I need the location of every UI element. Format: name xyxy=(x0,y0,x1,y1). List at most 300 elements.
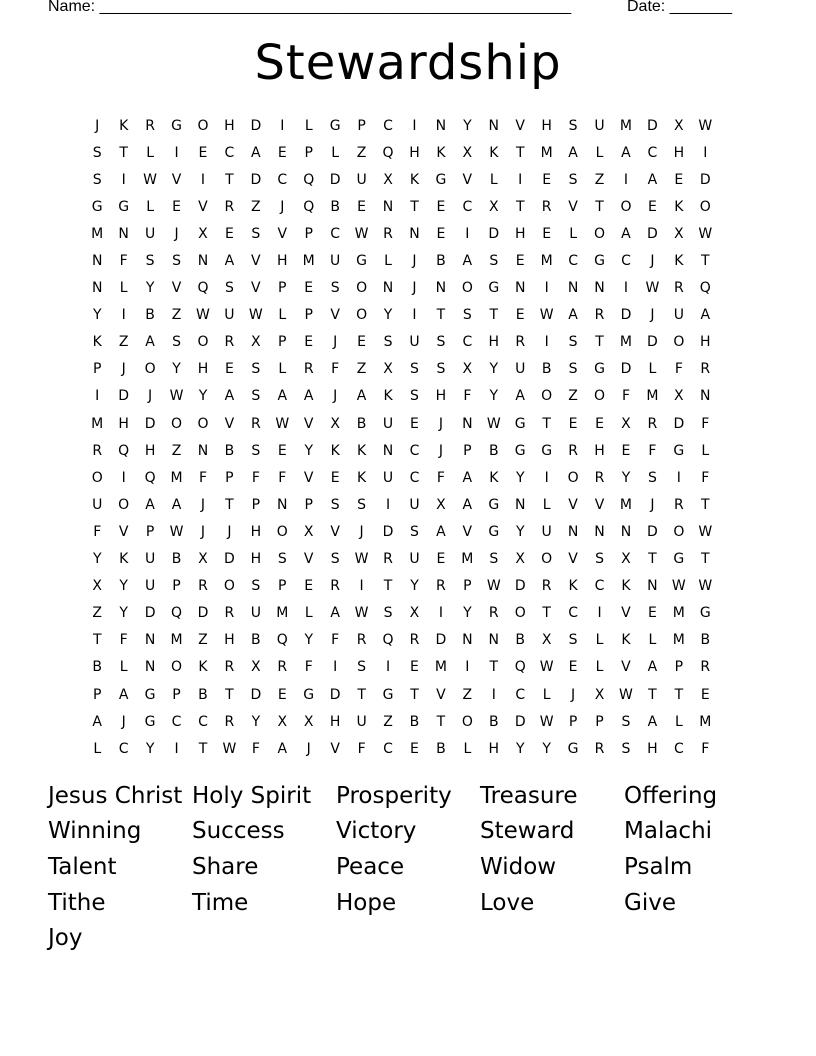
grid-letter: E xyxy=(357,198,367,215)
word-list-item: Success xyxy=(192,818,285,845)
grid-letter: O xyxy=(91,469,103,486)
grid-letter: S xyxy=(251,442,261,459)
grid-letter: Y xyxy=(463,117,472,134)
grid-letter: Z xyxy=(383,713,393,730)
grid-letter: P xyxy=(304,144,313,161)
grid-letter: O xyxy=(461,713,473,730)
grid-letter: F xyxy=(304,659,313,676)
grid-letter: B xyxy=(356,415,367,432)
grid-letter: X xyxy=(541,632,552,649)
grid-letter: H xyxy=(144,442,156,459)
grid-letter: W xyxy=(169,523,184,540)
grid-letter: M xyxy=(619,117,633,134)
grid-letter: Y xyxy=(410,578,419,595)
grid-letter: N xyxy=(462,632,473,649)
grid-letter: E xyxy=(198,144,208,161)
grid-letter: X xyxy=(383,171,393,188)
grid-letter: B xyxy=(198,686,208,703)
word-list-item: Hope xyxy=(336,889,397,916)
word-list-item: Share xyxy=(192,853,259,880)
grid-letter: Z xyxy=(462,686,473,703)
grid-letter: E xyxy=(224,361,234,378)
grid-letter: N xyxy=(197,442,209,459)
grid-letter: B xyxy=(145,307,155,324)
grid-letter: P xyxy=(304,225,313,242)
grid-letter: N xyxy=(488,632,500,649)
grid-letter: W xyxy=(698,523,713,540)
grid-letter: D xyxy=(329,686,341,703)
grid-letter: H xyxy=(409,144,420,161)
grid-letter: I xyxy=(465,659,470,676)
grid-letter: U xyxy=(541,523,552,540)
grid-letter: L xyxy=(93,740,102,757)
grid-letter: X xyxy=(436,496,446,513)
grid-letter: O xyxy=(541,388,553,405)
grid-letter: M xyxy=(91,415,104,432)
grid-letter: Y xyxy=(515,523,525,540)
grid-letter: U xyxy=(409,334,420,351)
grid-letter: A xyxy=(356,388,367,405)
grid-letter: U xyxy=(92,496,103,513)
grid-letter: L xyxy=(278,307,287,324)
grid-letter: I xyxy=(359,578,364,595)
grid-letter: P xyxy=(304,496,313,513)
grid-letter: S xyxy=(224,280,234,297)
grid-letter: S xyxy=(357,659,367,676)
grid-letter: Y xyxy=(251,713,261,730)
grid-letter: D xyxy=(329,171,341,188)
grid-letter: V xyxy=(621,605,631,622)
grid-letter: F xyxy=(93,523,102,540)
grid-letter: F xyxy=(251,740,260,757)
grid-letter: T xyxy=(92,632,102,649)
grid-letter: O xyxy=(276,523,288,540)
grid-letter: I xyxy=(544,334,549,351)
grid-letter: W xyxy=(539,713,554,730)
grid-letter: M xyxy=(461,551,474,568)
grid-letter: L xyxy=(595,632,604,649)
grid-letter: E xyxy=(542,171,552,188)
grid-letter: H xyxy=(329,713,341,730)
grid-letter: P xyxy=(568,713,578,730)
grid-letter: P xyxy=(225,469,234,486)
grid-letter: L xyxy=(701,442,710,459)
grid-letter: H xyxy=(118,415,129,432)
grid-letter: D xyxy=(197,605,209,622)
grid-letter: M xyxy=(672,605,685,622)
grid-letter: C xyxy=(673,740,684,757)
grid-letter: O xyxy=(514,605,526,622)
grid-letter: G xyxy=(541,442,553,459)
grid-letter: S xyxy=(410,523,419,540)
grid-letter: O xyxy=(356,280,368,297)
grid-letter: J xyxy=(650,307,655,324)
grid-letter: M xyxy=(170,632,183,649)
grid-letter: I xyxy=(465,225,470,242)
name-field-label: Name: _____________________________________________________ xyxy=(48,0,572,15)
grid-letter: R xyxy=(488,605,499,622)
grid-letter: O xyxy=(223,578,235,595)
grid-letter: N xyxy=(594,523,605,540)
grid-letter: S xyxy=(172,334,181,351)
grid-letter: O xyxy=(171,415,183,432)
grid-letter: V xyxy=(568,198,578,215)
grid-letter: W xyxy=(354,225,369,242)
grid-letter: J xyxy=(571,686,576,703)
grid-letter: J xyxy=(148,388,153,405)
grid-letter: F xyxy=(251,469,260,486)
grid-letter: G xyxy=(567,740,579,757)
grid-letter: M xyxy=(619,334,633,351)
grid-letter: I xyxy=(385,659,391,676)
grid-letter: T xyxy=(119,144,128,161)
grid-letter: S xyxy=(647,469,657,486)
grid-letter: Z xyxy=(92,605,103,622)
grid-letter: B xyxy=(251,632,261,649)
grid-letter: W xyxy=(698,578,713,595)
grid-letter: M xyxy=(672,632,685,649)
grid-letter: V xyxy=(330,307,340,324)
grid-letter: X xyxy=(303,523,314,540)
grid-letter: F xyxy=(674,361,683,378)
grid-letter: N xyxy=(91,280,103,297)
grid-letter: U xyxy=(144,225,156,242)
grid-letter: S xyxy=(251,225,261,242)
grid-letter: T xyxy=(595,198,604,215)
grid-letter: F xyxy=(436,469,445,486)
grid-letter: X xyxy=(409,605,420,622)
grid-letter: H xyxy=(197,361,209,378)
grid-letter: G xyxy=(329,117,341,134)
word-list xyxy=(48,778,768,956)
grid-letter: D xyxy=(514,713,526,730)
grid-letter: K xyxy=(674,198,684,215)
grid-letter: A xyxy=(118,686,129,703)
grid-letter: Y xyxy=(198,388,208,405)
word-list-item: Treasure xyxy=(480,782,578,809)
grid-letter: R xyxy=(673,280,684,297)
letter-grid xyxy=(84,112,719,762)
grid-letter: S xyxy=(330,496,340,513)
grid-letter: Y xyxy=(515,740,525,757)
grid-letter: D xyxy=(250,117,262,134)
grid-letter: S xyxy=(436,361,446,378)
grid-letter: V xyxy=(303,551,314,568)
grid-letter: Z xyxy=(356,144,367,161)
grid-letter: N xyxy=(514,280,526,297)
grid-letter: Y xyxy=(489,361,499,378)
grid-letter: E xyxy=(410,415,419,432)
grid-letter: O xyxy=(567,469,579,486)
grid-letter: S xyxy=(568,171,578,188)
word-list-item: Love xyxy=(480,889,535,916)
grid-letter: I xyxy=(95,388,100,405)
grid-letter: H xyxy=(673,144,685,161)
grid-letter: K xyxy=(119,551,129,568)
grid-letter: Z xyxy=(356,361,367,378)
grid-letter: U xyxy=(409,551,420,568)
grid-letter: O xyxy=(673,523,685,540)
word-list-item: Victory xyxy=(336,818,417,845)
grid-letter: T xyxy=(489,659,499,676)
grid-letter: O xyxy=(594,388,606,405)
grid-letter: N xyxy=(594,280,605,297)
grid-letter: I xyxy=(121,469,126,486)
grid-letter: U xyxy=(673,307,684,324)
grid-letter: S xyxy=(621,713,631,730)
grid-letter: I xyxy=(200,171,206,188)
grid-letter: O xyxy=(144,361,156,378)
grid-letter: D xyxy=(118,388,130,405)
grid-letter: S xyxy=(595,551,604,568)
grid-letter: L xyxy=(463,740,472,757)
grid-letter: U xyxy=(330,253,341,270)
grid-letter: V xyxy=(303,415,314,432)
grid-letter: P xyxy=(92,361,102,378)
grid-letter: D xyxy=(647,523,658,540)
grid-letter: Y xyxy=(304,442,313,459)
grid-letter: N xyxy=(462,415,473,432)
grid-letter: P xyxy=(674,659,684,676)
grid-letter: P xyxy=(172,686,181,703)
grid-letter: V xyxy=(462,171,473,188)
grid-letter: D xyxy=(647,117,658,134)
grid-letter: A xyxy=(621,225,631,242)
grid-letter: C xyxy=(383,117,393,134)
grid-letter: T xyxy=(701,496,710,513)
grid-letter: W xyxy=(619,686,633,703)
grid-letter: X xyxy=(198,225,208,242)
grid-letter: T xyxy=(383,578,393,595)
grid-letter: U xyxy=(144,578,156,595)
grid-letter: L xyxy=(542,686,551,703)
grid-letter: X xyxy=(251,659,261,676)
grid-letter: P xyxy=(145,523,155,540)
grid-letter: D xyxy=(647,334,658,351)
grid-letter: J xyxy=(227,523,232,540)
grid-letter: U xyxy=(382,415,394,432)
grid-letter: I xyxy=(676,469,681,486)
grid-letter: N xyxy=(435,117,447,134)
grid-letter: Z xyxy=(171,442,182,459)
grid-letter: Q xyxy=(171,605,183,622)
grid-letter: J xyxy=(333,334,338,351)
grid-letter: N xyxy=(91,253,103,270)
grid-letter: Z xyxy=(171,307,182,324)
grid-letter: D xyxy=(620,361,632,378)
grid-letter: N xyxy=(382,442,394,459)
grid-letter: O xyxy=(673,334,685,351)
grid-letter: G xyxy=(144,713,156,730)
grid-letter: B xyxy=(515,632,526,649)
grid-letter: X xyxy=(251,334,261,351)
grid-letter: S xyxy=(568,361,578,378)
grid-letter: A xyxy=(251,144,261,161)
grid-letter: B xyxy=(700,632,711,649)
grid-letter: D xyxy=(144,605,156,622)
grid-letter: C xyxy=(383,740,393,757)
grid-letter: U xyxy=(594,117,605,134)
grid-letter: A xyxy=(330,605,340,622)
grid-letter: I xyxy=(333,659,338,676)
grid-letter: L xyxy=(648,361,657,378)
grid-letter: B xyxy=(541,361,552,378)
grid-letter: B xyxy=(224,442,235,459)
grid-letter: O xyxy=(541,551,553,568)
grid-letter: F xyxy=(701,740,710,757)
grid-letter: N xyxy=(435,280,447,297)
grid-letter: G xyxy=(356,253,368,270)
grid-letter: J xyxy=(306,740,311,757)
grid-letter: S xyxy=(436,334,446,351)
grid-letter: N xyxy=(514,496,526,513)
word-list-item: Joy xyxy=(48,925,83,952)
grid-letter: H xyxy=(488,740,500,757)
grid-letter: K xyxy=(198,659,208,676)
grid-letter: A xyxy=(621,144,631,161)
grid-letter: E xyxy=(436,225,446,242)
grid-letter: K xyxy=(674,253,684,270)
grid-letter: E xyxy=(436,198,446,215)
grid-letter: E xyxy=(436,551,446,568)
grid-letter: C xyxy=(118,740,129,757)
grid-letter: I xyxy=(412,117,417,134)
grid-letter: B xyxy=(436,740,446,757)
grid-letter: E xyxy=(515,307,525,324)
grid-letter: K xyxy=(357,469,367,486)
grid-letter: R xyxy=(92,442,103,459)
grid-letter: S xyxy=(357,496,367,513)
grid-letter: K xyxy=(92,334,102,351)
word-list-item: Time xyxy=(192,889,249,916)
grid-letter: I xyxy=(438,605,443,622)
grid-letter: L xyxy=(278,361,287,378)
grid-letter: B xyxy=(330,198,340,215)
grid-letter: T xyxy=(595,334,604,351)
grid-letter: Z xyxy=(198,632,208,649)
grid-letter: P xyxy=(595,713,604,730)
grid-letter: G xyxy=(673,551,685,568)
grid-letter: N xyxy=(382,280,394,297)
grid-letter: B xyxy=(488,713,499,730)
grid-letter: E xyxy=(542,225,552,242)
grid-letter: R xyxy=(224,659,235,676)
word-list-item: Give xyxy=(624,889,676,916)
grid-letter: R xyxy=(700,361,711,378)
grid-letter: C xyxy=(515,686,526,703)
grid-letter: X xyxy=(277,713,288,730)
grid-letter: M xyxy=(170,469,183,486)
grid-letter: S xyxy=(568,632,578,649)
grid-letter: H xyxy=(435,388,447,405)
grid-letter: S xyxy=(145,253,155,270)
grid-letter: T xyxy=(410,198,419,215)
grid-letter: T xyxy=(701,551,710,568)
grid-letter: R xyxy=(515,334,526,351)
word-list-item: Holy Spirit xyxy=(192,782,312,809)
grid-letter: L xyxy=(384,253,392,270)
grid-letter: F xyxy=(119,253,128,270)
grid-letter: U xyxy=(515,361,526,378)
grid-letter: K xyxy=(383,388,393,405)
grid-letter: H xyxy=(700,334,711,351)
grid-letter: X xyxy=(303,713,314,730)
grid-letter: H xyxy=(488,334,500,351)
grid-letter: B xyxy=(92,659,103,676)
grid-letter: A xyxy=(462,253,473,270)
grid-letter: C xyxy=(277,171,288,188)
grid-letter: T xyxy=(225,686,234,703)
grid-letter: H xyxy=(250,551,262,568)
grid-letter: S xyxy=(330,551,340,568)
grid-letter: S xyxy=(92,144,102,161)
grid-letter: I xyxy=(121,307,126,324)
grid-letter: M xyxy=(646,388,659,405)
grid-letter: N xyxy=(118,225,129,242)
grid-letter: E xyxy=(647,198,657,215)
grid-letter: N xyxy=(144,659,156,676)
word-list-item: Peace xyxy=(336,853,405,880)
grid-letter: R xyxy=(250,415,261,432)
grid-letter: M xyxy=(619,496,633,513)
grid-letter: N xyxy=(144,632,156,649)
grid-letter: N xyxy=(567,280,579,297)
grid-letter: E xyxy=(568,415,578,432)
page-title: Stewardship xyxy=(254,35,562,91)
grid-letter: E xyxy=(172,198,181,215)
grid-letter: X xyxy=(674,117,684,134)
grid-letter: V xyxy=(515,117,525,134)
grid-letter: O xyxy=(118,496,130,513)
grid-letter: J xyxy=(121,361,126,378)
grid-letter: S xyxy=(251,578,261,595)
grid-letter: L xyxy=(119,280,128,297)
grid-letter: V xyxy=(436,686,446,703)
grid-letter: J xyxy=(200,496,206,513)
grid-letter: G xyxy=(144,686,156,703)
grid-letter: A xyxy=(277,388,288,405)
grid-letter: H xyxy=(594,442,605,459)
grid-letter: J xyxy=(95,117,100,134)
grid-letter: E xyxy=(277,686,287,703)
grid-letter: Y xyxy=(463,605,472,622)
grid-letter: E xyxy=(304,280,314,297)
grid-letter: H xyxy=(541,117,552,134)
grid-letter: S xyxy=(92,171,102,188)
grid-letter: W xyxy=(354,551,369,568)
grid-letter: X xyxy=(462,361,473,378)
grid-letter: B xyxy=(171,551,182,568)
grid-letter: V xyxy=(621,659,631,676)
grid-letter: I xyxy=(544,469,549,486)
grid-letter: A xyxy=(145,334,155,351)
grid-letter: N xyxy=(382,198,394,215)
grid-letter: J xyxy=(333,388,338,405)
grid-letter: R xyxy=(383,551,393,568)
grid-letter: B xyxy=(436,253,446,270)
grid-letter: Q xyxy=(303,171,315,188)
grid-letter: S xyxy=(383,605,393,622)
grid-letter: L xyxy=(331,144,340,161)
grid-letter: L xyxy=(119,659,128,676)
grid-letter: E xyxy=(515,253,525,270)
grid-letter: D xyxy=(620,307,632,324)
grid-letter: T xyxy=(542,415,551,432)
grid-letter: W xyxy=(248,307,263,324)
grid-letter: L xyxy=(648,632,657,649)
grid-letter: C xyxy=(330,225,341,242)
grid-letter: P xyxy=(172,578,181,595)
